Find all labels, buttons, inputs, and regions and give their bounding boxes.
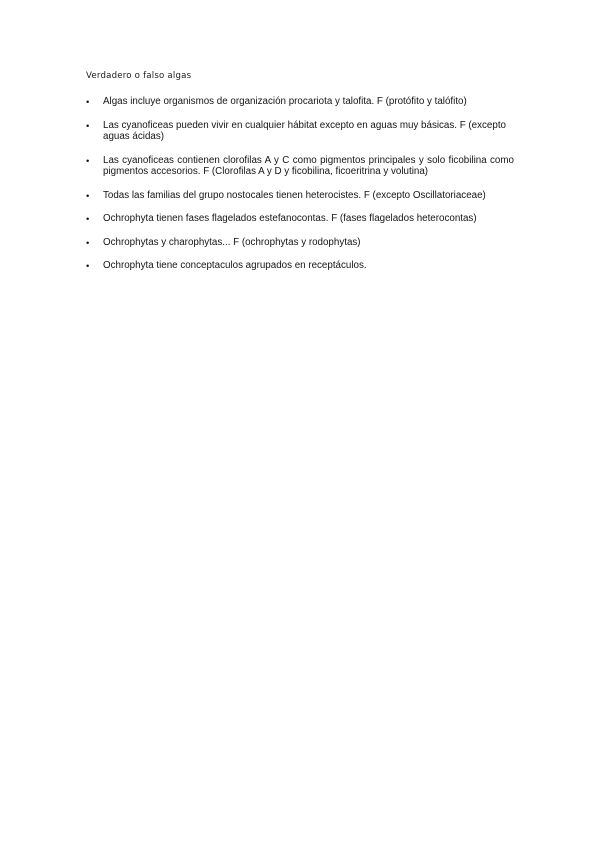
bullet-icon: • [86,154,90,166]
list-item [86,260,514,272]
bullet-icon: • [86,96,90,107]
bullet-icon: • [86,189,90,201]
bullet-icon: • [86,119,90,131]
statement-list [86,96,514,284]
list-item [86,96,514,108]
document-title: Verdadero o falso algas [86,71,192,81]
list-item [86,190,514,202]
statement-text: Las cyanoficeas pueden vivir en cualquier hábitat excepto en aguas muy básicas. F (excepto aguas ácidas) [103,119,506,142]
statement-text: Algas incluye organismos de organización procariota y talofita. F (protófito y talófito) [103,96,467,107]
list-item [86,155,514,178]
statement-text: Ochrophyta tienen fases flagelados estefanocontas. F (fases flagelados heterocontas) [103,213,477,224]
statement-text: Todas las familias del grupo nostocales tienen heterocistes. F (excepto Oscillatoriaceae) [103,189,486,201]
list-item [86,213,514,225]
statement-text: Ochrophyta tiene conceptaculos agrupados en receptáculos. [103,260,367,271]
bullet-icon: • [86,236,90,248]
statement-text: Las cyanoficeas contienen clorofilas A y C como pigmentos principales y solo ficobilina como pigmentos accesorios. F (Clorofilas A y D y ficobilina, ficoeritrina y volutina) [103,154,514,177]
bullet-icon: • [86,213,90,224]
list-item [86,120,514,143]
bullet-icon: • [86,260,90,271]
list-item [86,237,514,249]
statement-text: Ochrophytas y charophytas... F (ochrophytas y rodophytas) [103,236,361,248]
